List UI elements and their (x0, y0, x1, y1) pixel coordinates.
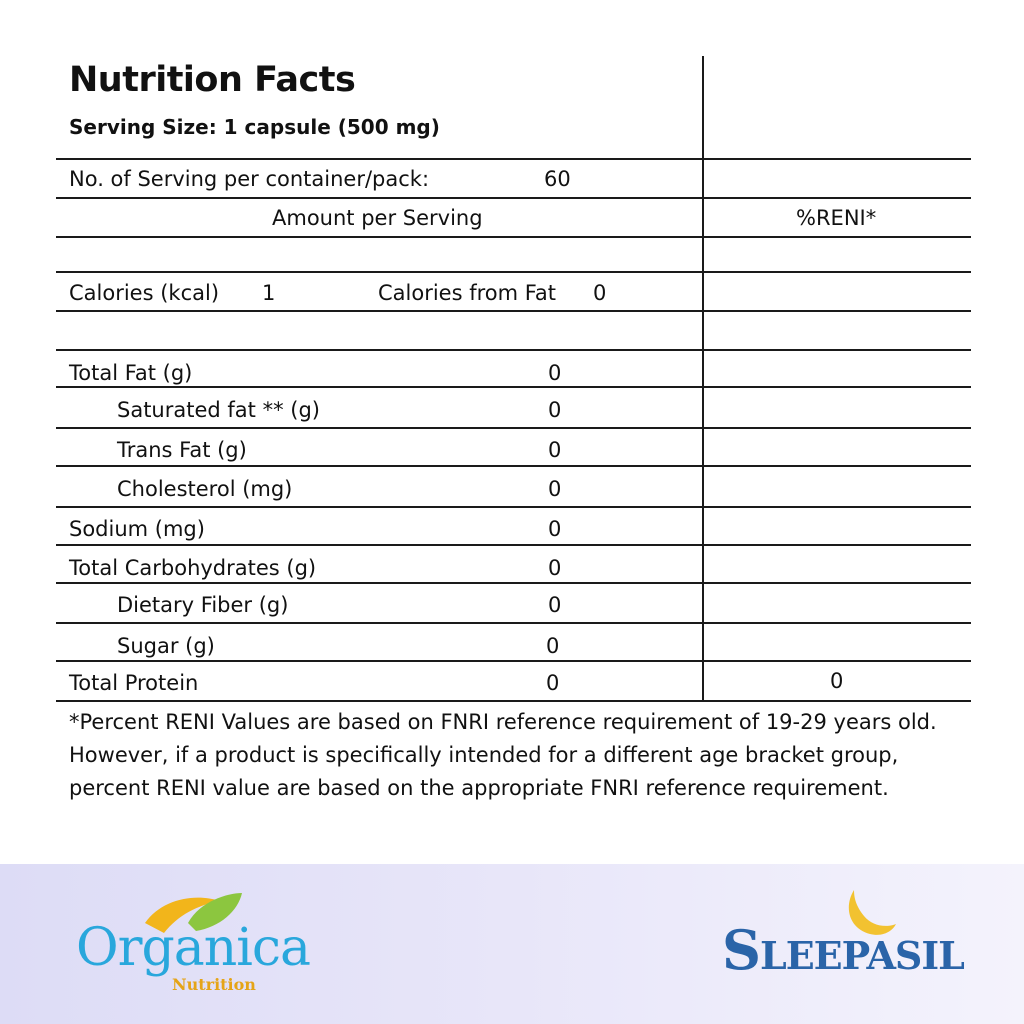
nutrient-label-sodium: Sodium (mg) (69, 517, 205, 541)
calories-from-fat-label: Calories from Fat (378, 281, 557, 305)
nutrient-value-trans-fat: 0 (548, 438, 562, 462)
nutrition-facts-title: Nutrition Facts (69, 60, 356, 100)
nutrient-label-cholesterol: Cholesterol (mg) (117, 477, 293, 501)
table-rule (56, 197, 971, 199)
table-rule (56, 544, 971, 546)
table-rule (56, 271, 971, 273)
nutrient-value-cholesterol: 0 (548, 477, 562, 501)
nutrient-label-dietary-fiber: Dietary Fiber (g) (117, 593, 289, 617)
table-rule (56, 465, 971, 467)
sleepasil-wordmark: Sleepasil (722, 918, 964, 982)
nutrient-label-total-carbohydrates: Total Carbohydrates (g) (69, 556, 317, 580)
serving-size: Serving Size: 1 capsule (500 mg) (69, 115, 440, 139)
organica-nutrition-subtext: Nutrition (172, 975, 256, 994)
reni-header: %RENI* (796, 206, 877, 230)
nutrient-label-total-protein: Total Protein (69, 671, 199, 695)
nutrient-value-total-carbohydrates: 0 (548, 556, 562, 580)
reni-footnote: *Percent RENI Values are based on FNRI reference requirement of 19-29 years old. However, if a product is specifically intended for a different age bracket group, percent RENI value are based on the appropriate FNRI reference requirement. (69, 710, 937, 800)
table-rule (56, 386, 971, 388)
table-rule (56, 660, 971, 662)
table-rule (56, 236, 971, 238)
nutrient-value-saturated-fat: 0 (548, 398, 562, 422)
nutrient-label-sugar: Sugar (g) (117, 634, 215, 658)
table-rule (56, 158, 971, 160)
nutrient-value-total-fat: 0 (548, 361, 562, 385)
amount-per-serving-header: Amount per Serving (272, 206, 483, 230)
servings-per-container-value: 60 (544, 167, 571, 191)
column-divider (702, 56, 704, 702)
nutrient-label-trans-fat: Trans Fat (g) (117, 438, 247, 462)
table-rule (56, 582, 971, 584)
table-rule (56, 622, 971, 624)
table-rule (56, 349, 971, 351)
table-rule (56, 506, 971, 508)
nutrient-value-total-protein: 0 (546, 671, 560, 695)
table-rule (56, 427, 971, 429)
calories-label: Calories (kcal) (69, 281, 220, 305)
nutrient-value-sugar: 0 (546, 634, 560, 658)
servings-per-container-label: No. of Serving per container/pack: (69, 167, 430, 191)
nutrient-label-total-fat: Total Fat (g) (69, 361, 193, 385)
nutrient-label-saturated-fat: Saturated fat ** (g) (117, 398, 320, 422)
table-rule (56, 310, 971, 312)
nutrient-value-dietary-fiber: 0 (548, 593, 562, 617)
calories-value: 1 (262, 281, 276, 305)
organica-wordmark: Organica (76, 918, 311, 978)
nutrient-reni-total-protein: 0 (830, 669, 844, 693)
calories-from-fat-value: 0 (593, 281, 607, 305)
table-rule (56, 700, 971, 702)
nutrient-value-sodium: 0 (548, 517, 562, 541)
